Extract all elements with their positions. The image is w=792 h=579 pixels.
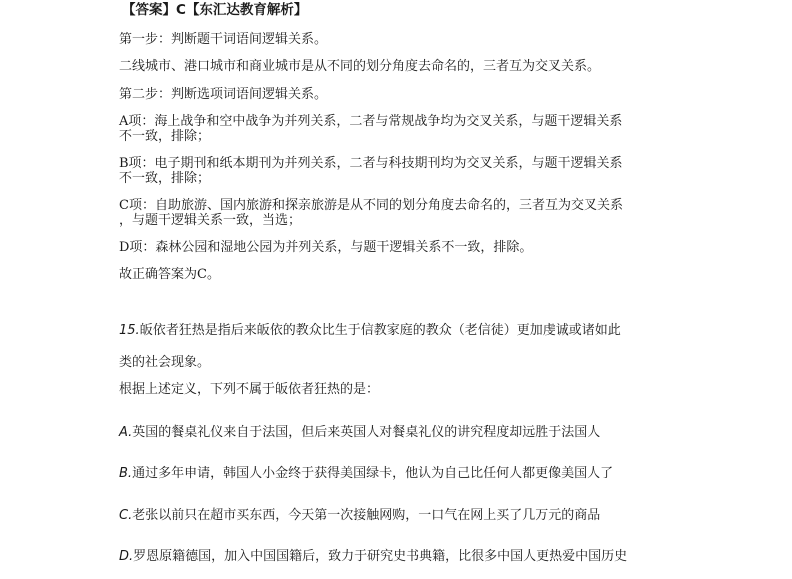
question-prompt: 根据上述定义，下列不属于皈依者狂热的是： [119,382,380,397]
option-c-analysis-line2: ，与题干逻辑关系一致，当选； [119,213,302,228]
option-text: 老张以前只在超市买东西，今天第一次接触网购，一口气在网上买了几万元的商品 [132,508,601,523]
question-stem-line1 [119,323,621,339]
conclusion: 故正确答案为C。 [119,267,220,282]
option-b-analysis-line1: B项：电子期刊和纸本期刊为并列关系，二者与科技期刊均为交叉关系，与题干逻辑关系 [119,156,623,171]
answer-header: 【答案】C【东汇达教育解析】 [122,2,308,18]
question-stem-line2: 类的社会现象。 [119,355,211,370]
option-text: 通过多年申请，韩国人小金终于获得美国绿卡，他认为自己比任何人都更像美国人了 [132,466,614,481]
option-letter: A. [119,425,133,440]
option-text: 英国的餐桌礼仪来自于法国，但后来英国人对餐桌礼仪的讲究程度却远胜于法国人 [132,425,601,440]
option-b-analysis-line2: 不一致，排除； [119,171,211,186]
option-a-analysis-line1: A项：海上战争和空中战争为并列关系，二者与常规战争均为交叉关系，与题干逻辑关系 [119,114,623,129]
option-letter: B. [119,466,133,481]
option-d-analysis: D项：森林公园和湿地公园为并列关系，与题干逻辑关系不一致，排除。 [119,240,533,255]
step1-text: 二线城市、港口城市和商业城市是从不同的划分角度去命名的，三者互为交叉关系。 [119,59,601,74]
option-letter: D. [119,549,134,564]
question-option-d [119,549,627,565]
question-option-a [119,425,600,441]
option-letter: C. [119,508,133,523]
option-a-analysis-line2: 不一致，排除； [119,129,211,144]
step1-title: 第一步：判断题干词语间逻辑关系。 [119,32,328,47]
step2-title: 第二步：判断选项词语间逻辑关系。 [119,87,328,102]
question-option-c [119,508,600,524]
question-option-b [119,466,613,482]
question-number: 15. [119,323,140,338]
option-text: 罗恩原籍德国，加入中国国籍后，致力于研究史书典籍，比很多中国人更热爱中国历史 [133,549,628,564]
option-c-analysis-line1: C项：自助旅游、国内旅游和探亲旅游是从不同的划分角度去命名的，三者互为交叉关系 [119,198,623,213]
question-stem-text: 皈依者狂热是指后来皈依的教众比生于信教家庭的教众（老信徒）更加虔诚或诸如此 [139,323,621,338]
